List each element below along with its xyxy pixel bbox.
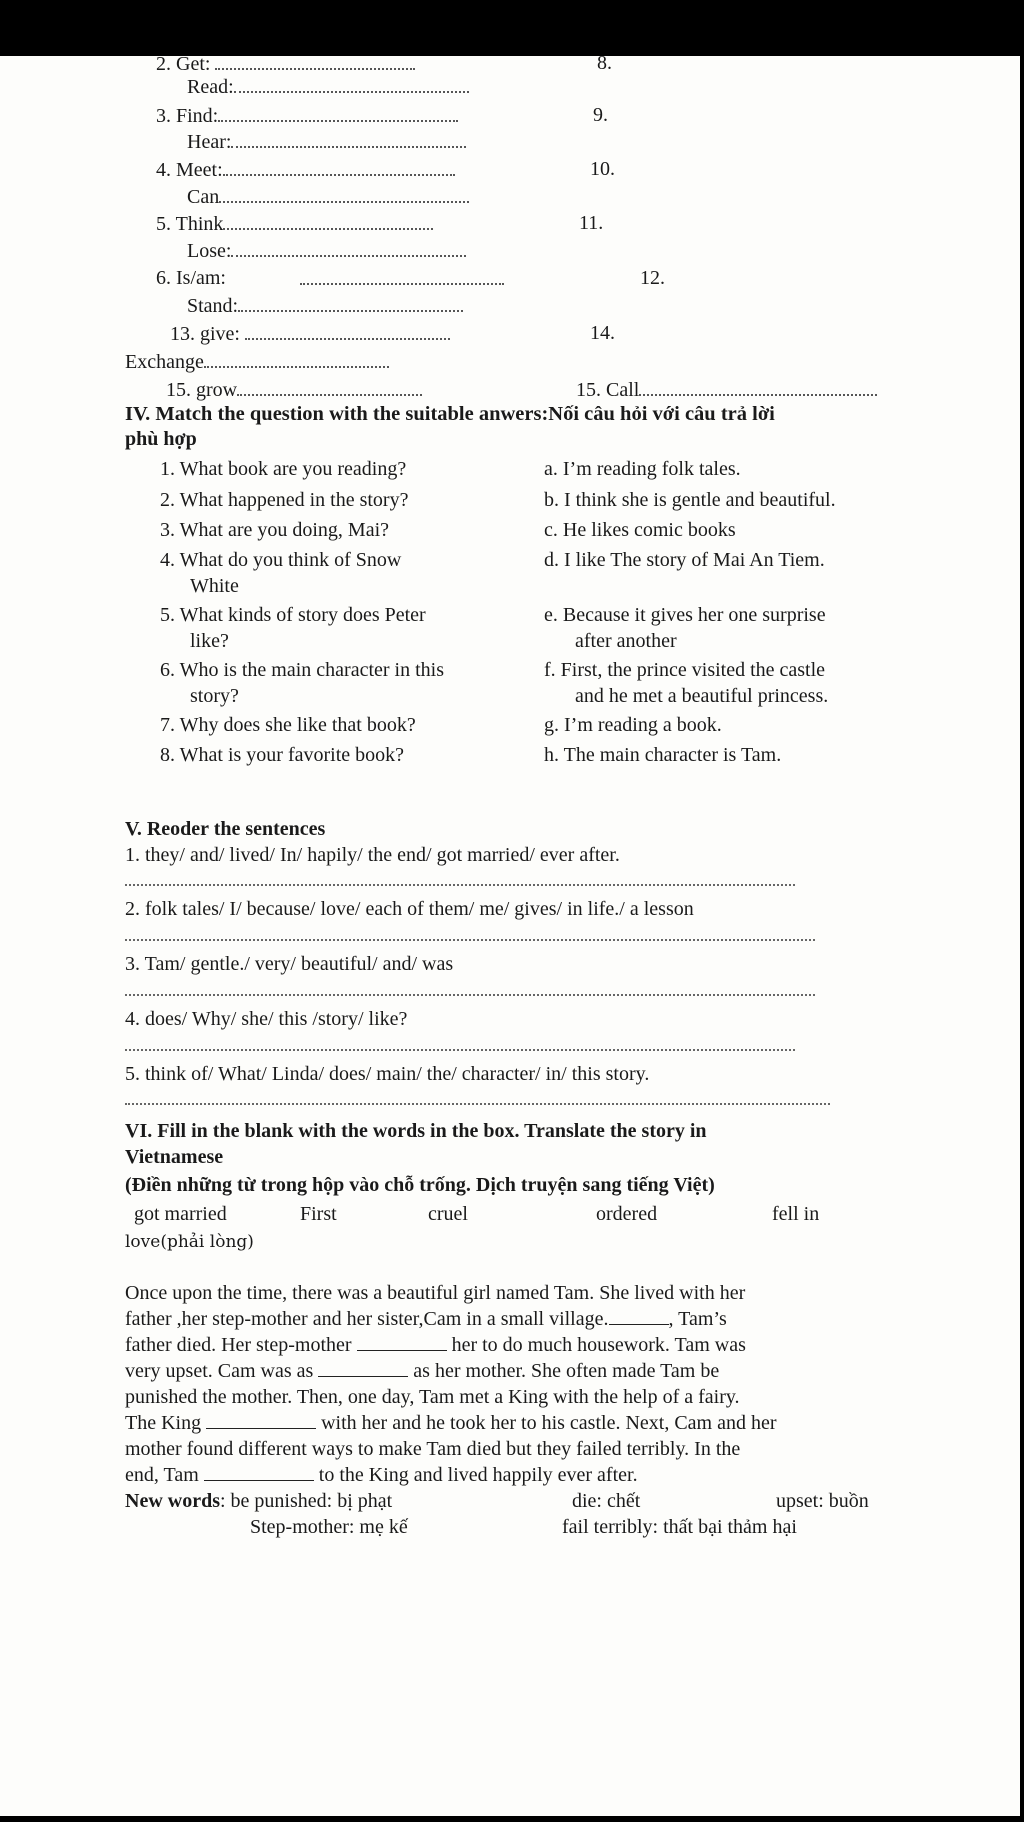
section-6-title-cont: Vietnamese: [125, 1146, 224, 1168]
verb-item: 6. Is/am:: [156, 267, 226, 289]
section-6-subtitle: (Điền những từ trong hộp vào chỗ trống. Dịch truyện sang tiếng Việt): [125, 1174, 715, 1196]
story-line: father died. Her step-mother her to do much housework. Tam was: [125, 1334, 746, 1356]
answer-line: [125, 994, 815, 996]
question-item: 3. What are you doing, Mai?: [160, 519, 390, 541]
answer-line: [125, 1049, 795, 1051]
reorder-item: 1. they/ and/ lived/ In/ hapily/ the end/ got married/ ever after.: [125, 844, 620, 866]
word-box-item: fell in: [772, 1203, 820, 1225]
verb-number: 8.: [597, 56, 612, 74]
question-item: 2. What happened in the story?: [160, 489, 409, 511]
question-item: 5. What kinds of story does Peter: [160, 604, 426, 626]
reorder-item: 5. think of/ What/ Linda/ does/ main/ the/ character/ in/ this story.: [125, 1063, 650, 1085]
question-item: 4. What do you think of Snow: [160, 549, 402, 571]
question-item: 6. Who is the main character in this: [160, 659, 444, 681]
answer-item: e. Because it gives her one surprise: [544, 604, 826, 626]
verb-item: Hear:: [187, 128, 466, 155]
word-box-item: First: [300, 1203, 337, 1225]
answer-item: h. The main character is Tam.: [544, 744, 782, 766]
word-box-item-cont: love(phải lòng): [125, 1232, 254, 1252]
answer-line: [125, 939, 815, 941]
story-line: end, Tam to the King and lived happily ever after.: [125, 1464, 638, 1486]
new-word: die: chết: [572, 1490, 641, 1512]
verb-item: Lose:: [187, 237, 466, 264]
question-item: 1. What book are you reading?: [160, 458, 407, 480]
story-line: Once upon the time, there was a beautiful girl named Tam. She lived with her: [125, 1282, 746, 1304]
verb-number: 10.: [590, 158, 615, 180]
blank-5[interactable]: [204, 1464, 314, 1481]
verb-item: 2. Get:: [156, 56, 415, 77]
answer-item-cont: and he met a beautiful princess.: [575, 685, 829, 707]
verb-number: 11.: [579, 212, 604, 234]
worksheet-page: [0, 56, 1020, 1816]
new-word: fail terribly: thất bại thảm hại: [562, 1516, 797, 1538]
reorder-item: 4. does/ Why/ she/ this /story/ like?: [125, 1008, 408, 1030]
question-item: 7. Why does she like that book?: [160, 714, 416, 736]
section-5-title: V. Reoder the sentences: [125, 818, 326, 840]
answer-item: d. I like The story of Mai An Tiem.: [544, 549, 825, 571]
verb-item: Exchange: [125, 348, 389, 375]
answer-line: [125, 1103, 830, 1105]
word-box-item: ordered: [596, 1203, 658, 1225]
story-line: father ,her step-mother and her sister,Cam in a small village. , Tam’s: [125, 1308, 727, 1330]
verb-item: Can: [187, 183, 469, 210]
section-4-title-cont: phù hợp: [125, 428, 197, 450]
verb-item: 15. Call: [576, 376, 877, 403]
verb-item: 15. grow: [166, 376, 422, 403]
answer-item-cont: after another: [575, 630, 677, 652]
section-4-title: IV. Match the question with the suitable anwers:Nối câu hỏi với câu trả lời: [125, 403, 775, 425]
blank-4[interactable]: [206, 1412, 316, 1429]
verb-number: 9.: [593, 104, 608, 126]
answer-item: b. I think she is gentle and beautiful.: [544, 489, 836, 511]
verb-item: Stand:: [187, 292, 463, 319]
answer-item: c. He likes comic books: [544, 519, 736, 541]
verb-item: 3. Find:: [156, 102, 458, 129]
new-word: upset: buồn: [776, 1490, 869, 1512]
verb-item-dots: [300, 265, 504, 292]
story-line: punished the mother. Then, one day, Tam met a King with the help of a fairy.: [125, 1386, 740, 1408]
reorder-item: 2. folk tales/ I/ because/ love/ each of them/ me/ gives/ in life./ a lesson: [125, 898, 694, 920]
word-box-item: cruel: [428, 1203, 468, 1225]
question-item-cont: like?: [190, 630, 229, 652]
story-line: mother found different ways to make Tam died but they failed terribly. In the: [125, 1438, 741, 1460]
answer-item: a. I’m reading folk tales.: [544, 458, 741, 480]
blank-3[interactable]: [318, 1360, 408, 1377]
verb-item: 4. Meet:: [156, 156, 455, 183]
question-item-cont: White: [190, 575, 239, 597]
new-words-line: New words: be punished: bị phạt: [125, 1490, 393, 1512]
verb-item: 13. give:: [170, 320, 450, 347]
answer-item: g. I’m reading a book.: [544, 714, 722, 736]
word-box-item: got married: [134, 1203, 227, 1225]
verb-item: Read:: [187, 73, 469, 100]
verb-number: 14.: [590, 322, 615, 344]
blank-2[interactable]: [357, 1334, 447, 1351]
question-item: 8. What is your favorite book?: [160, 744, 405, 766]
verb-number: 12.: [640, 267, 665, 289]
answer-line: [125, 884, 795, 886]
story-line: The King with her and he took her to his castle. Next, Cam and her: [125, 1412, 777, 1434]
question-item-cont: story?: [190, 685, 239, 707]
new-word: Step-mother: mẹ kế: [250, 1516, 408, 1538]
story-line: very upset. Cam was as as her mother. She often made Tam be: [125, 1360, 720, 1382]
answer-item: f. First, the prince visited the castle: [544, 659, 826, 681]
section-6-title: VI. Fill in the blank with the words in the box. Translate the story in: [125, 1120, 707, 1142]
reorder-item: 3. Tam/ gentle./ very/ beautiful/ and/ was: [125, 953, 454, 975]
verb-item: 5. Think: [156, 210, 433, 237]
blank-1[interactable]: [609, 1308, 669, 1325]
